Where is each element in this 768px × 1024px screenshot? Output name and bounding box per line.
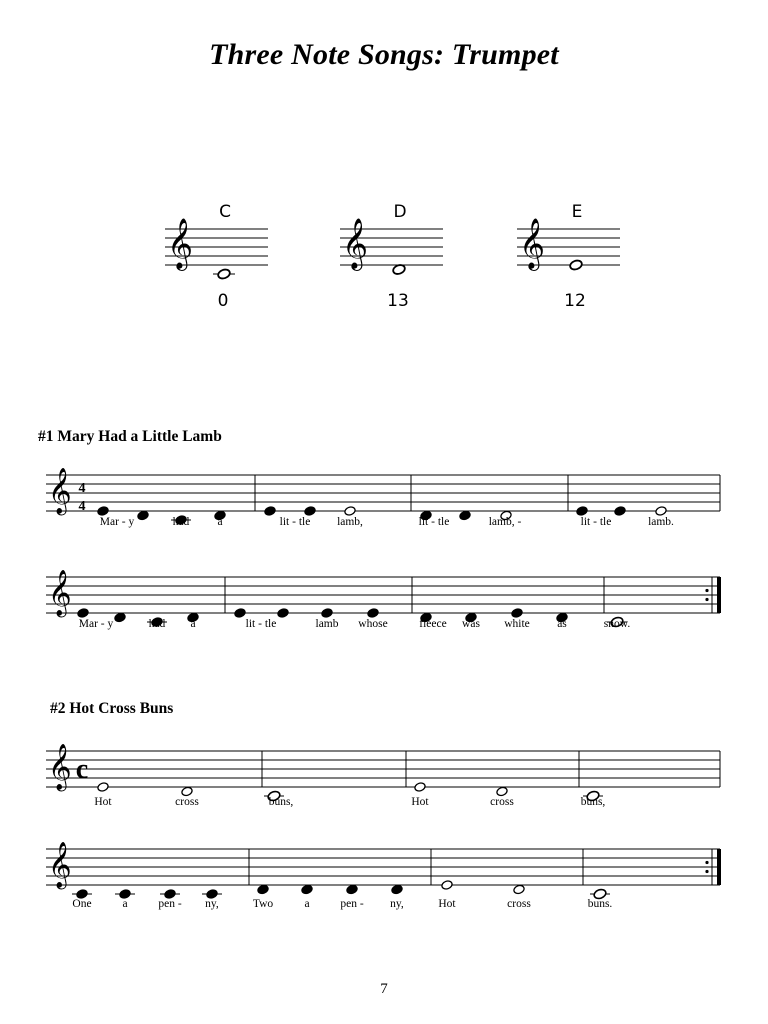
page-number: 7 xyxy=(380,981,388,997)
lyric: lit - tle xyxy=(245,618,277,630)
lyric: buns. xyxy=(587,898,613,910)
repeat-dot xyxy=(705,598,708,601)
song-2 xyxy=(46,744,721,910)
lyric: buns, xyxy=(268,796,294,808)
note xyxy=(137,510,149,521)
note xyxy=(77,608,89,619)
lyric: Mar - y xyxy=(99,516,135,528)
note xyxy=(321,608,333,619)
lyric: had xyxy=(148,618,166,630)
treble-clef-icon: 𝄞 xyxy=(519,217,546,269)
note-name: D xyxy=(393,202,407,222)
note xyxy=(301,884,313,895)
note xyxy=(346,884,358,895)
note xyxy=(513,884,525,895)
note xyxy=(114,612,126,623)
lyric: lit - tle xyxy=(279,516,311,528)
lyric: as xyxy=(557,618,567,630)
note xyxy=(264,506,276,517)
fingering-d xyxy=(340,202,443,311)
note xyxy=(217,268,231,280)
valve-numbers: 12 xyxy=(564,291,586,311)
final-barline xyxy=(717,849,721,885)
lyric: lit - tle xyxy=(580,516,612,528)
lyric: cross xyxy=(490,796,514,808)
note xyxy=(97,782,109,793)
lyric: lamb, xyxy=(337,516,363,528)
note xyxy=(234,608,246,619)
common-time-icon: c xyxy=(75,754,89,785)
fingering-chart xyxy=(165,202,620,311)
note xyxy=(511,608,523,619)
lyric: pen - xyxy=(340,898,364,910)
treble-clef-icon: 𝄞 xyxy=(48,569,72,616)
treble-clef-icon: 𝄞 xyxy=(48,467,72,514)
note xyxy=(569,259,583,271)
time-signature-bottom: 4 xyxy=(78,499,86,515)
song-heading-2: #2 Hot Cross Buns xyxy=(50,700,174,717)
note-name: E xyxy=(571,202,583,222)
lyric: whose xyxy=(358,618,388,630)
treble-clef-icon: 𝄞 xyxy=(48,743,72,790)
lyric: pen - xyxy=(158,898,182,910)
note xyxy=(576,506,588,517)
lyric: a xyxy=(304,898,310,910)
treble-clef-icon: 𝄞 xyxy=(342,217,369,269)
lyric: had xyxy=(172,516,190,528)
lyric: One xyxy=(72,898,92,910)
note xyxy=(414,782,426,793)
note xyxy=(655,506,667,517)
treble-clef-icon: 𝄞 xyxy=(48,841,72,888)
fingering-c xyxy=(165,202,268,311)
lyric: lamb xyxy=(315,618,339,630)
staff-system xyxy=(46,842,721,910)
staff-system xyxy=(46,570,721,630)
note xyxy=(344,506,356,517)
treble-clef-icon: 𝄞 xyxy=(167,217,194,269)
lyric: cross xyxy=(507,898,531,910)
note xyxy=(304,506,316,517)
staff-system xyxy=(46,468,720,528)
lyric: lamb. xyxy=(648,516,674,528)
lyric: ny, xyxy=(205,898,219,910)
page-title: Three Note Songs: Trumpet xyxy=(209,38,559,71)
valve-numbers: 13 xyxy=(387,291,409,311)
lyric: lamb, - xyxy=(488,516,522,528)
song-heading-1: #1 Mary Had a Little Lamb xyxy=(38,428,222,445)
note xyxy=(614,506,626,517)
valve-numbers: 0 xyxy=(217,291,229,311)
note xyxy=(391,884,403,895)
song-1 xyxy=(46,468,721,630)
lyric: ny, xyxy=(390,898,404,910)
lyric: a xyxy=(190,618,196,630)
lyric: Two xyxy=(252,898,274,910)
lyric: Mar - y xyxy=(78,618,114,630)
lyric: was xyxy=(462,618,480,630)
lyric: Hot xyxy=(438,898,456,910)
lyric: cross xyxy=(175,796,199,808)
lyric: a xyxy=(122,898,128,910)
note xyxy=(257,884,269,895)
lyric: fleece xyxy=(419,618,447,630)
repeat-dot xyxy=(705,861,708,864)
lyric: a xyxy=(217,516,223,528)
note xyxy=(441,880,453,891)
repeat-dot xyxy=(705,870,708,873)
note xyxy=(277,608,289,619)
fingering-e xyxy=(517,202,620,311)
lyric: snow. xyxy=(603,618,631,630)
lyric: lit - tle xyxy=(418,516,450,528)
note-name: C xyxy=(219,202,231,222)
time-signature-top: 4 xyxy=(78,481,86,497)
note xyxy=(97,506,109,517)
lyric: white xyxy=(504,618,530,630)
final-barline xyxy=(717,577,721,613)
lyric: Hot xyxy=(94,796,112,808)
lyric: buns, xyxy=(580,796,606,808)
staff-system xyxy=(46,744,720,808)
lyric: Hot xyxy=(411,796,429,808)
repeat-dot xyxy=(705,589,708,592)
note xyxy=(367,608,379,619)
note xyxy=(459,510,471,521)
songs xyxy=(46,468,721,910)
